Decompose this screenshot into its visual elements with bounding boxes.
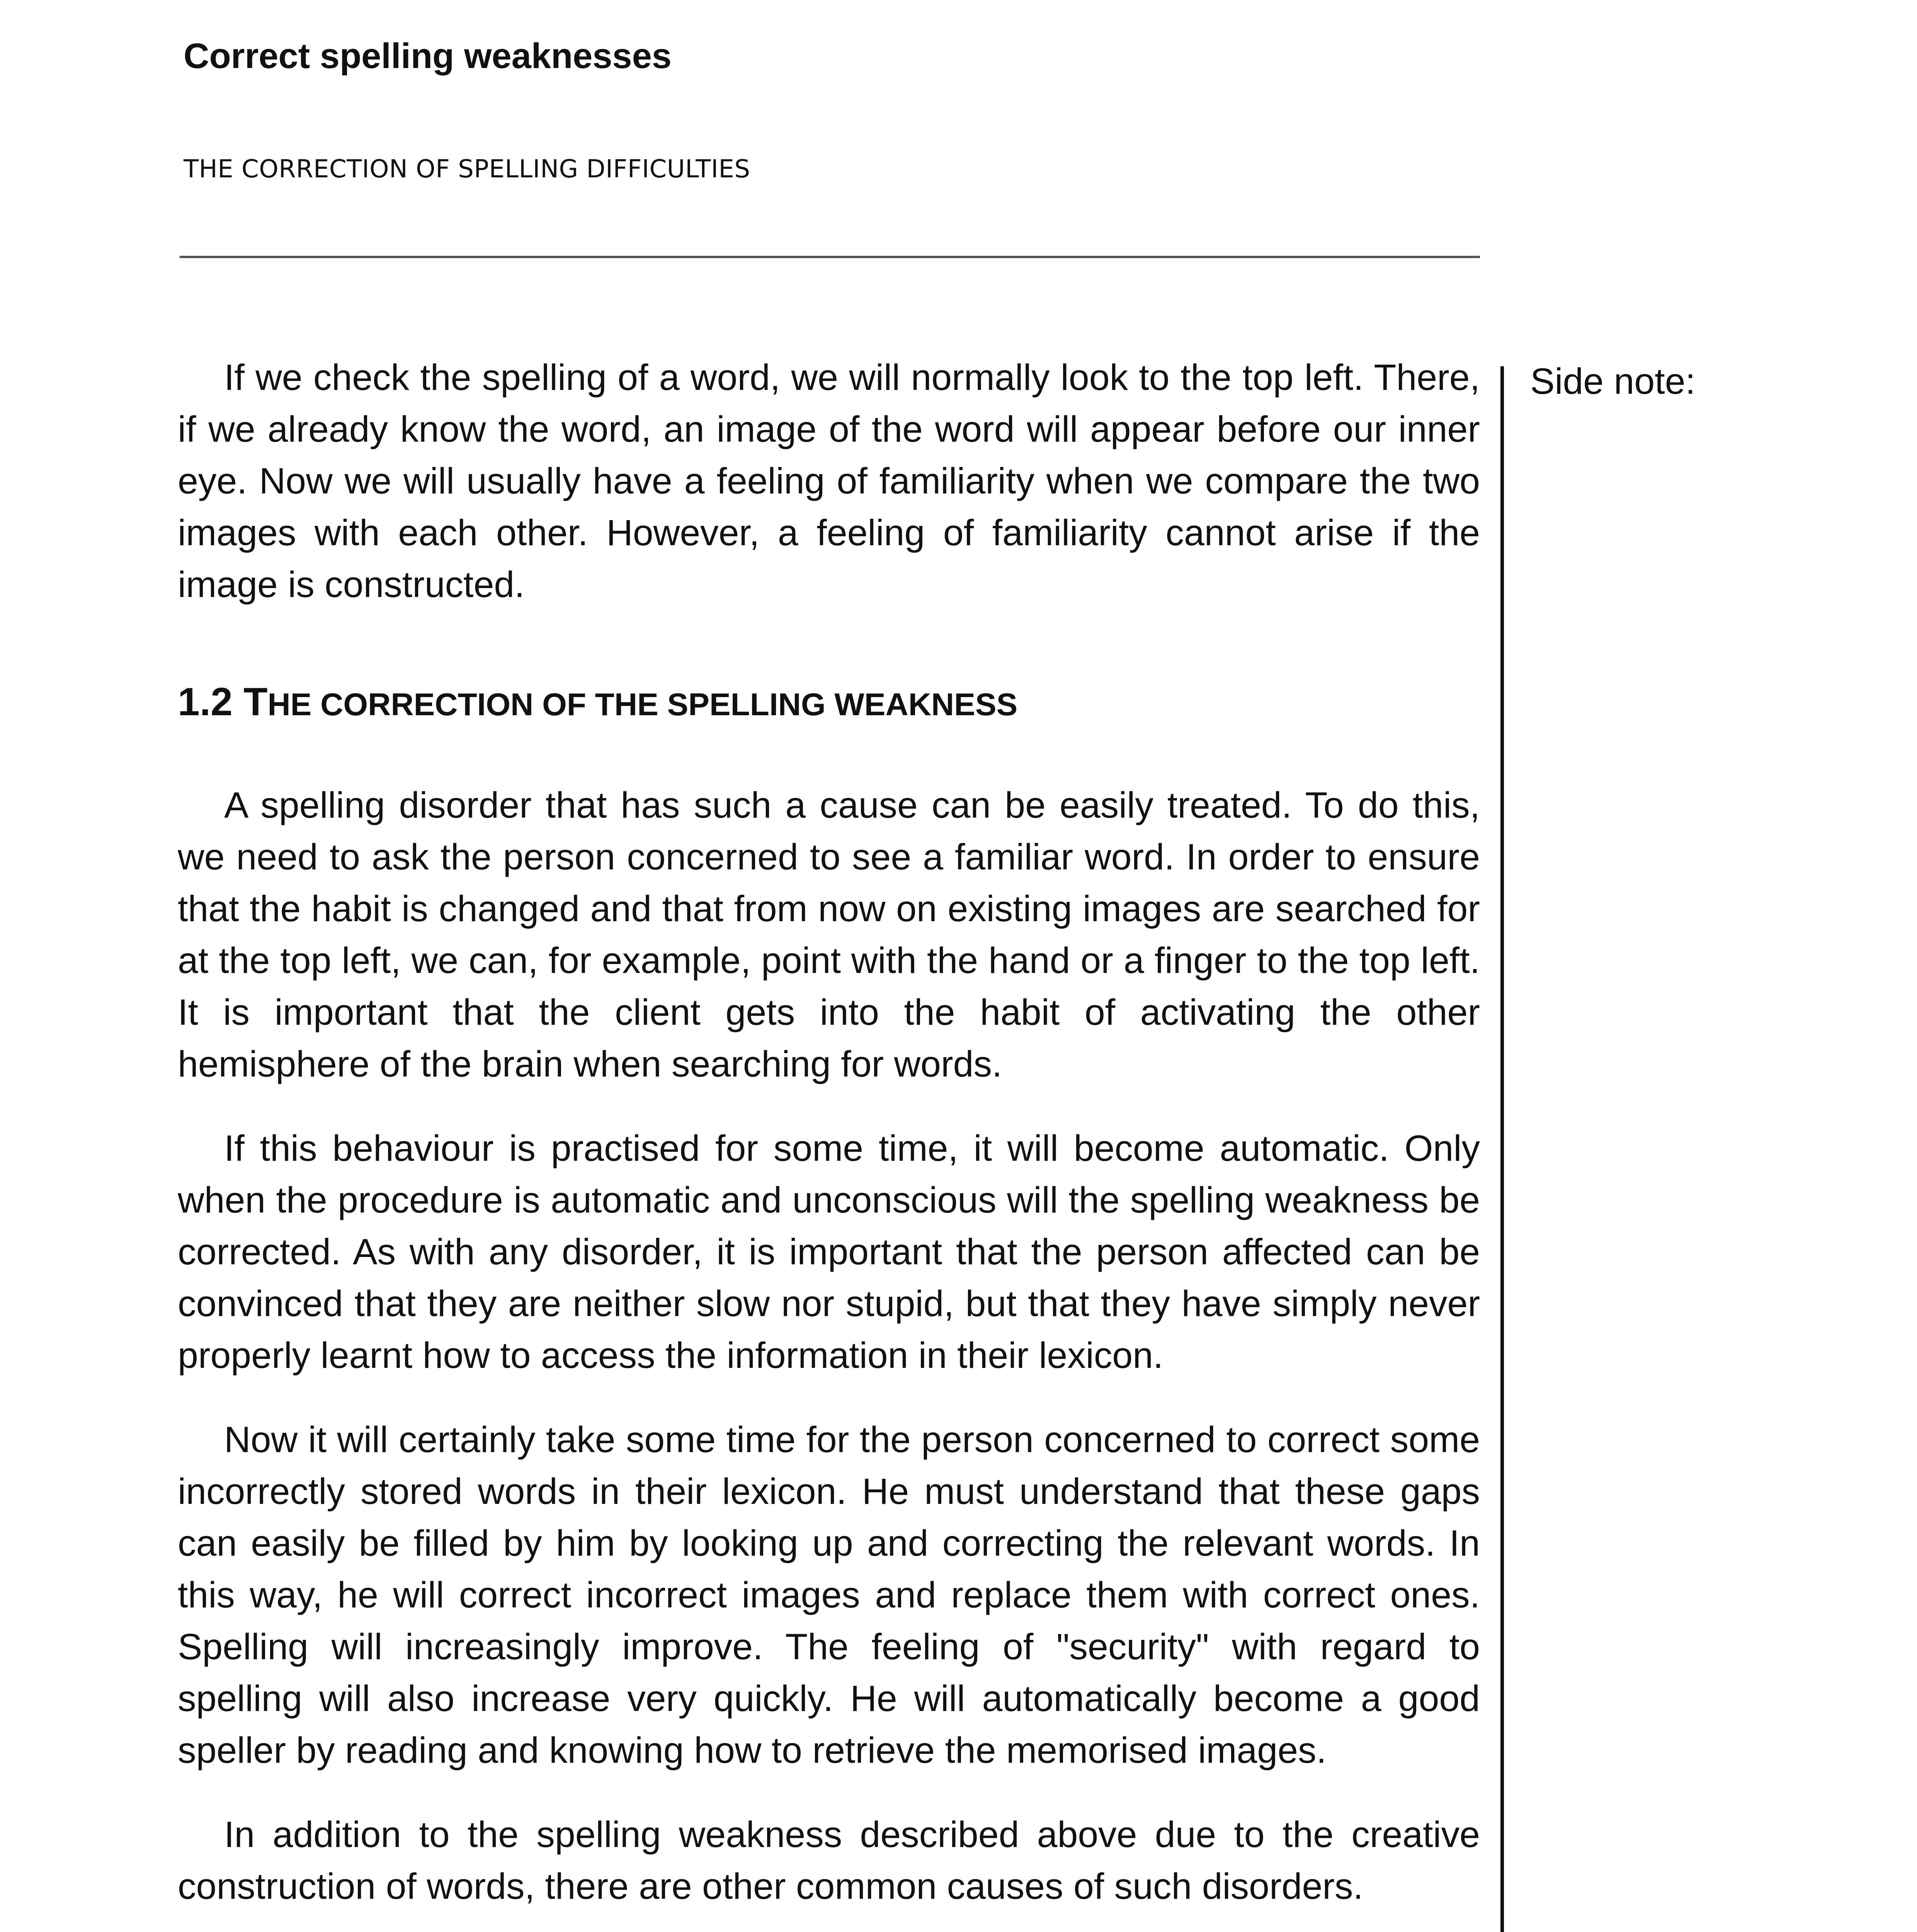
paragraph: Now it will certainly take some time for the person concerned to correct some incorrectly stored words in their lexicon. He must understand that these gaps can easily be filled by him by looking up and correcting the relevant words. In this way, he will correct incorrect images and replace them with correct ones. Spelling will increasingly improve. The feeling of "security" with regard to spelling will also increase very quickly. He will automatically become a good speller by reading and knowing how to retrieve the memorised images. [178,1419,1480,1771]
section-title-rest: HE CORRECTION OF THE SPELLING WEAKNESS [267,687,1018,722]
header-subtitle: THE CORRECTION OF SPELLING DIFFICULTIES [184,155,750,184]
paragraph: If this behaviour is practised for some time, it will become automatic. Only when the procedure is automatic and unconscious will the spelling weakness be corrected. As with any disorder, it is important that the person affected can be convinced that they are neither slow nor stupid, but that they have simply never properly learnt how to access the information in their lexicon. [178,1128,1480,1376]
section-title-initial: T [243,680,268,724]
paragraph: In addition to the spelling weakness described above due to the creative construction of words, there are other common causes of such disorders. [178,1814,1480,1907]
side-note-label: Side note: [1530,361,1696,402]
paragraph: A spelling disorder that has such a cause can be easily treated. To do this, we need to ask the person concerned to see a familiar word. In order to ensure that the habit is changed and that from now on existing images are searched for at the top left, we can, for example, point with the hand or a finger to the top left. It is important that the client gets into the habit of activating the other hemisphere of the brain when searching for words. [178,785,1480,1085]
header-title: Correct spelling weaknesses [184,36,672,76]
section-number: 1.2 [178,680,233,724]
paragraph-intro: If we check the spelling of a word, we will normally look to the top left. There, if we already know the word, an image of the word will appear before our inner eye. Now we will usually have a feeling of familiarity when we compare the two images with each other. However, a feeling of familiarity cannot arise if the image is constructed. [178,357,1480,605]
main-content [178,352,1480,1932]
margin-divider [1500,366,1504,1932]
header-divider [180,256,1480,258]
section-heading [178,678,1480,725]
